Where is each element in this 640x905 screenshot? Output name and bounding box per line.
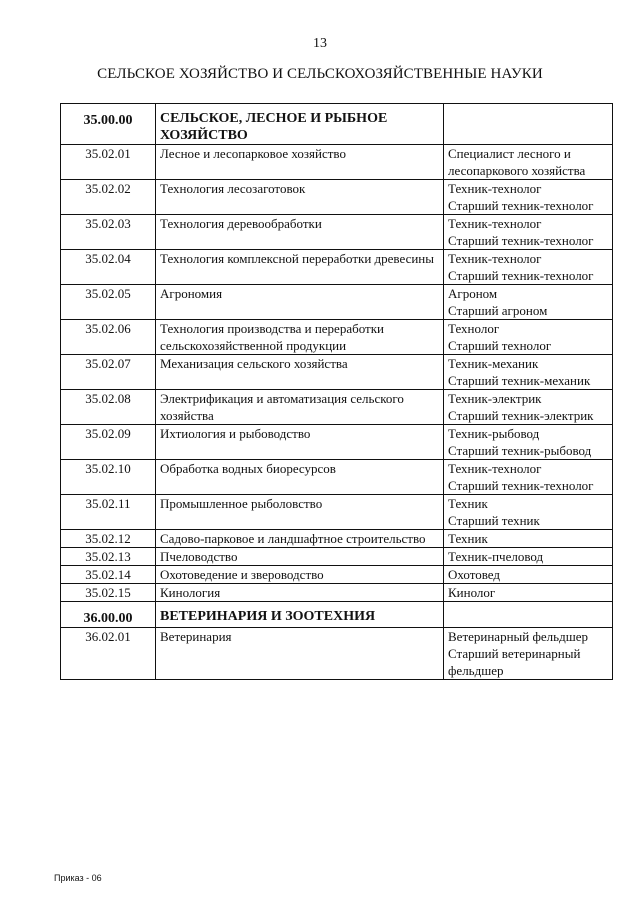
specialty-code: 35.02.01 <box>61 145 156 180</box>
qualification-cell <box>444 548 613 566</box>
table-row <box>61 566 613 584</box>
qualification: Старший техник-технолог <box>448 233 594 248</box>
specialty-name: Охотоведение и звероводство <box>156 566 444 584</box>
specialty-code: 35.02.04 <box>61 250 156 285</box>
qualification: Техник-технолог <box>448 251 542 266</box>
specialty-code: 35.02.12 <box>61 530 156 548</box>
qualification: Технолог <box>448 321 500 336</box>
qualification: Техник-электрик <box>448 391 542 406</box>
specialty-code: 35.02.03 <box>61 215 156 250</box>
table-row <box>61 530 613 548</box>
specialty-code: 35.02.05 <box>61 285 156 320</box>
qualification: Старший техник-технолог <box>448 478 594 493</box>
qualification-cell <box>444 425 613 460</box>
specialty-name: Садово-парковое и ландшафтное строительство <box>156 530 444 548</box>
table-row <box>61 355 613 390</box>
table-row <box>61 215 613 250</box>
qualification: Старший технолог <box>448 338 552 353</box>
qualification: Охотовед <box>448 567 501 582</box>
qualification-cell <box>444 215 613 250</box>
table-row <box>61 628 613 680</box>
qualification: Техник-механик <box>448 356 539 371</box>
specialty-code: 35.02.08 <box>61 390 156 425</box>
qualification: Техник-технолог <box>448 181 542 196</box>
qualification: Техник-рыбовод <box>448 426 540 441</box>
specialty-name: СЕЛЬСКОЕ, ЛЕСНОЕ И РЫБНОЕ ХОЗЯЙСТВО <box>156 104 444 145</box>
specialty-name: Технология комплексной переработки древесины <box>156 250 444 285</box>
specialty-name: Электрификация и автоматизация сельского хозяйства <box>156 390 444 425</box>
qualification: Старший агроном <box>448 303 548 318</box>
specialty-name: Механизация сельского хозяйства <box>156 355 444 390</box>
page-number: 13 <box>313 36 327 51</box>
specialty-name: Обработка водных биоресурсов <box>156 460 444 495</box>
qualification: Техник-технолог <box>448 216 542 231</box>
qualification-cell <box>444 584 613 602</box>
specialty-code: 35.02.13 <box>61 548 156 566</box>
specialty-code: 35.02.02 <box>61 180 156 215</box>
specialty-code: 35.02.15 <box>61 584 156 602</box>
specialty-code: 35.02.09 <box>61 425 156 460</box>
qualification-cell <box>444 285 613 320</box>
specialty-code: 35.02.07 <box>61 355 156 390</box>
qualification-cell <box>444 628 613 680</box>
qualification: Старший техник <box>448 513 540 528</box>
table-row <box>61 425 613 460</box>
table-row <box>61 250 613 285</box>
specialty-table <box>60 103 613 680</box>
qualification: Старший техник-электрик <box>448 408 594 423</box>
specialty-code: 35.02.06 <box>61 320 156 355</box>
specialty-name: Кинология <box>156 584 444 602</box>
specialty-name: Технология производства и переработки сельскохозяйственной продукции <box>156 320 444 355</box>
qualification-cell <box>444 320 613 355</box>
group-row <box>61 602 613 628</box>
table-row <box>61 320 613 355</box>
group-row <box>61 104 613 145</box>
specialty-code: 36.00.00 <box>61 602 156 628</box>
qualification: Старший техник-технолог <box>448 268 594 283</box>
qualification: Кинолог <box>448 585 496 600</box>
specialty-code: 35.02.14 <box>61 566 156 584</box>
section-heading: СЕЛЬСКОЕ ХОЗЯЙСТВО И СЕЛЬСКОХОЗЯЙСТВЕННЫЕ НАУКИ <box>97 66 543 82</box>
qualification-cell <box>444 566 613 584</box>
qualification: Техник-технолог <box>448 461 542 476</box>
qualification-cell <box>444 180 613 215</box>
qualification-cell <box>444 390 613 425</box>
qualification-cell <box>444 355 613 390</box>
qualification-cell <box>444 104 613 145</box>
qualification: Специалист лесного и лесопаркового хозяйства <box>448 146 586 178</box>
specialty-code: 35.02.10 <box>61 460 156 495</box>
qualification: Агроном <box>448 286 498 301</box>
qualification: Техник <box>448 531 488 546</box>
table-row <box>61 285 613 320</box>
qualification: Старший ветеринарный фельдшер <box>448 646 581 678</box>
specialty-name: Ветеринария <box>156 628 444 680</box>
qualification-cell <box>444 145 613 180</box>
footer-note: Приказ - 06 <box>54 873 102 883</box>
specialty-name: Технология деревообработки <box>156 215 444 250</box>
specialty-name: Лесное и лесопарковое хозяйство <box>156 145 444 180</box>
table-row <box>61 390 613 425</box>
table-row <box>61 495 613 530</box>
qualification: Техник <box>448 496 488 511</box>
specialty-name: Пчеловодство <box>156 548 444 566</box>
specialty-code: 35.00.00 <box>61 104 156 145</box>
qualification-cell <box>444 530 613 548</box>
qualification: Старший техник-рыбовод <box>448 443 592 458</box>
qualification-cell <box>444 250 613 285</box>
qualification-cell <box>444 602 613 628</box>
table-row <box>61 584 613 602</box>
specialty-table-body <box>61 104 613 680</box>
specialty-code: 35.02.11 <box>61 495 156 530</box>
table-row <box>61 145 613 180</box>
qualification-cell <box>444 495 613 530</box>
qualification-cell <box>444 460 613 495</box>
specialty-code: 36.02.01 <box>61 628 156 680</box>
table-row <box>61 548 613 566</box>
qualification: Старший техник-технолог <box>448 198 594 213</box>
qualification: Техник-пчеловод <box>448 549 544 564</box>
qualification: Старший техник-механик <box>448 373 591 388</box>
specialty-name: Ихтиология и рыбоводство <box>156 425 444 460</box>
qualification: Ветеринарный фельдшер <box>448 629 588 644</box>
table-row <box>61 180 613 215</box>
specialty-name: Технология лесозаготовок <box>156 180 444 215</box>
table-row <box>61 460 613 495</box>
specialty-name: ВЕТЕРИНАРИЯ И ЗООТЕХНИЯ <box>156 602 444 628</box>
specialty-name: Промышленное рыболовство <box>156 495 444 530</box>
specialty-name: Агрономия <box>156 285 444 320</box>
